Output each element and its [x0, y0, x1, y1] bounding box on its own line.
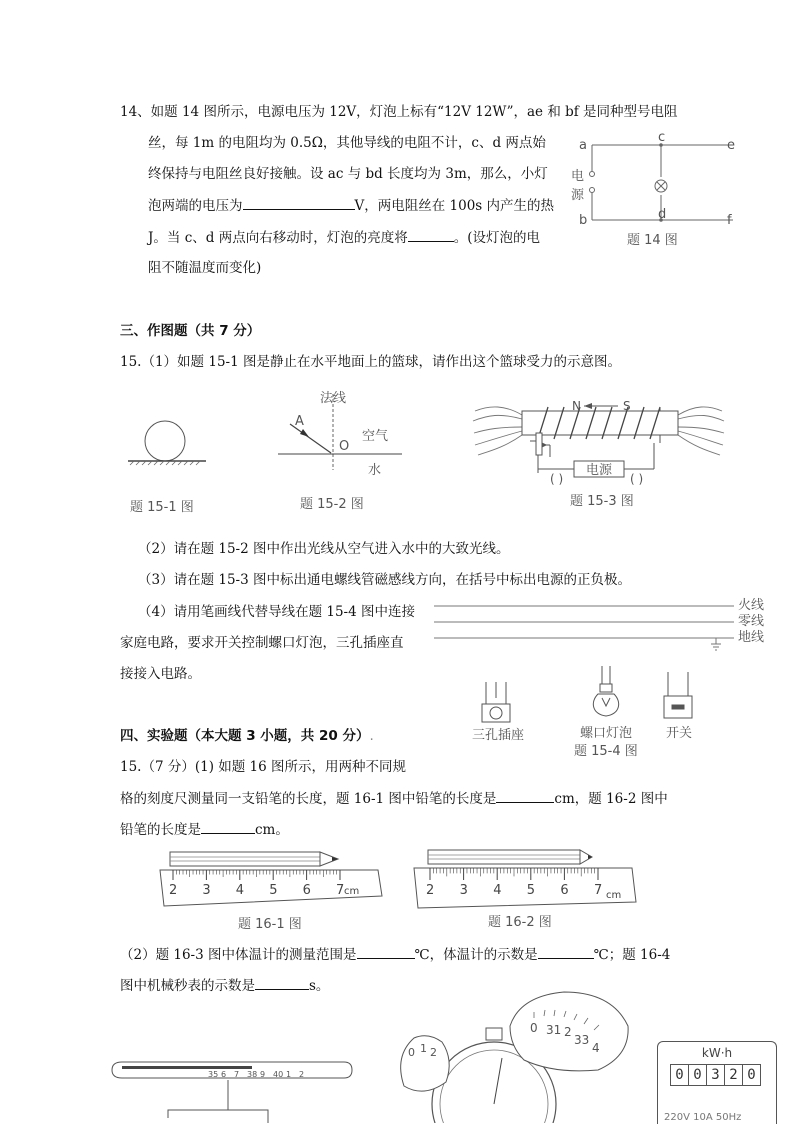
fig15-2-water-label: 水	[368, 463, 382, 478]
fig15-3-paren-left[interactable]: ( )	[550, 472, 564, 486]
q16-line1: 15.（7 分）(1) 如题 16 图所示，用两种不同规	[120, 759, 407, 775]
ruler2-unit: cm	[606, 890, 622, 901]
ruler2-label: 4	[493, 883, 502, 898]
q14-line5	[148, 227, 540, 248]
bulb-icon	[593, 666, 618, 716]
q14-line2: 丝，每 1m 的电阻均为 0.5Ω，其他导线的电阻不计，c、d 两点始	[148, 135, 546, 151]
q14-blank-brightness[interactable]	[408, 227, 454, 242]
section4-title-text: 四、实验题（本大题 3 小题，共 20 分）	[120, 728, 370, 744]
section4-title-dot: .	[369, 728, 374, 744]
thermometer-label: 1	[286, 1070, 292, 1079]
q16-blank-length2[interactable]	[201, 819, 255, 834]
fig15-4-caption: 题 15-4 图	[574, 744, 638, 759]
watch-big-0: 0	[530, 1021, 538, 1035]
figure-16-4-stopwatch	[384, 986, 634, 1123]
figure-15-1	[118, 410, 218, 514]
q16-blank-temp[interactable]	[538, 944, 594, 959]
q14-line3: 终保持与电阻丝良好接触。设 ac 与 bd 长度均为 3m，那么，小灯	[148, 166, 548, 182]
fig15-4-live-label: 火线	[738, 598, 765, 613]
fig15-4-socket-label: 三孔插座	[472, 728, 525, 743]
meter-spec: 220V 10A 50Hz	[664, 1112, 742, 1123]
meter-digit: 0	[747, 1067, 756, 1083]
ruler1-label: 7	[336, 883, 345, 898]
ruler2-label: 5	[526, 883, 536, 898]
q16-line4-text-a: （2）题 16-3 图中体温计的测量范围是	[120, 947, 357, 963]
figure-15-4	[432, 594, 777, 760]
ruler1-label: 6	[302, 883, 311, 898]
figure-16-1-ruler	[156, 848, 388, 934]
ruler2-caption: 题 16-2 图	[488, 915, 552, 930]
fig15-1-caption: 题 15-1 图	[130, 500, 194, 514]
figure-16-3-thermometer	[108, 1050, 358, 1123]
fig14-label-src2: 源	[571, 188, 585, 203]
section4-title	[120, 726, 374, 746]
q16-line4	[120, 944, 670, 965]
q16-line3-text-a: 铅笔的长度是	[120, 822, 201, 838]
figure-14-circuit	[565, 132, 745, 250]
fig15-4-neutral-label: 零线	[738, 614, 765, 629]
fig14-label-a: a	[579, 138, 587, 153]
q16-blank-watch[interactable]	[255, 975, 309, 990]
q14-line6: 阻不随温度而变化)	[148, 260, 262, 276]
q16-line5-text-a: 图中机械秒表的示数是	[120, 978, 255, 994]
fig15-3-arrow-icon	[584, 403, 592, 409]
watch-small-1: 1	[420, 1042, 427, 1055]
fig15-2-air-label: 空气	[362, 429, 389, 444]
fig15-3-caption: 题 15-3 图	[570, 494, 634, 509]
watch-big-4: 4	[592, 1041, 600, 1055]
ruler2-label: 6	[560, 883, 569, 898]
q14-line4-text-a: 泡两端的电压为	[148, 198, 243, 214]
ruler2-label: 7	[594, 883, 603, 898]
figure-15-3	[470, 397, 725, 515]
thermometer-label: 35	[208, 1070, 219, 1079]
q15-part1: 15.（1）如题 15-1 图是静止在水平地面上的篮球，请作出这个篮球受力的示意图。	[120, 354, 621, 370]
q16-blank-length1[interactable]	[496, 788, 554, 803]
fig14-label-e: e	[727, 138, 735, 153]
ruler2-label: 3	[459, 883, 468, 898]
ruler2-label: 2	[426, 883, 435, 898]
meter-digit: 0	[689, 1065, 707, 1085]
watch-big-3: 33	[574, 1033, 590, 1047]
fig15-4-switch-label: 开关	[666, 726, 693, 741]
fig15-3-source-label: 电源	[586, 463, 613, 478]
q15-part4-line1: （4）请用笔画线代替导线在题 15-4 图中连接	[138, 604, 415, 620]
q16-line5-text-b: s。	[309, 978, 330, 994]
thermometer-label: 7	[234, 1070, 240, 1079]
figure-electricity-meter	[657, 1041, 777, 1124]
thermometer-label: 6	[221, 1070, 227, 1079]
q16-line4-text-c: ℃；题 16-4	[593, 947, 671, 963]
q16-line3-text-b: cm。	[255, 822, 289, 838]
fig15-3-label-N: N	[572, 399, 581, 413]
fig14-label-src1: 电	[571, 169, 585, 184]
meter-digit: 0	[671, 1065, 689, 1085]
q15-part2: （2）请在题 15-2 图中作出光线从空气进入水中的大致光线。	[138, 541, 510, 557]
watch-big-2: 2	[564, 1025, 572, 1039]
fig14-label-d: d	[658, 207, 667, 222]
fig14-label-f: f	[727, 213, 732, 228]
fig15-2-label-A: A	[295, 414, 304, 429]
meter-digit: 3	[707, 1065, 725, 1085]
thermometer-label: 2	[299, 1070, 305, 1079]
thermometer-label: 9	[260, 1070, 266, 1079]
fig15-4-ground-label: 地线	[738, 630, 765, 645]
fig14-label-b: b	[579, 213, 588, 228]
ruler1-label: 3	[202, 883, 211, 898]
section3-title: 三、作图题（共 7 分）	[120, 323, 261, 339]
meter-digit: 2	[725, 1065, 743, 1085]
watch-small-0: 0	[408, 1046, 415, 1059]
fig15-2-normal-label: 法线	[320, 391, 347, 406]
socket-icon	[482, 682, 510, 722]
q15-part4-line2: 家庭电路，要求开关控制螺口灯泡，三孔插座直	[120, 635, 404, 651]
q16-line4-text-b: ℃，体温计的示数是	[414, 947, 538, 963]
fig15-4-bulb-label: 螺口灯泡	[580, 726, 633, 741]
ruler1-label: 5	[269, 883, 278, 898]
q15-part3: （3）请在题 15-3 图中标出通电螺线管磁感线方向，在括号中标出电源的正负极。	[138, 572, 631, 588]
q16-line2-text-b: cm，题 16-2 图中	[554, 791, 668, 807]
fig15-2-label-O: O	[339, 439, 350, 454]
ruler1-caption: 题 16-1 图	[238, 917, 302, 932]
q14-line1: 14、如题 14 图所示，电源电压为 12V，灯泡上标有“12V 12W”，ae 和 bf 是同种型号电阻	[120, 104, 678, 120]
q14-line4	[148, 195, 554, 216]
q16-line5	[120, 975, 329, 996]
watch-small-2: 2	[430, 1046, 437, 1059]
ruler1-label: 2	[169, 883, 178, 898]
q14-line4-text-b: V，两电阻丝在 100s 内产生的热	[354, 198, 555, 214]
q16-line2	[120, 788, 668, 809]
thermometer-label: 40	[273, 1070, 284, 1079]
fig15-2-caption: 题 15-2 图	[300, 497, 364, 512]
q16-blank-range[interactable]	[357, 944, 415, 959]
meter-digits	[670, 1064, 761, 1086]
q15-part4-line3: 接接入电路。	[120, 666, 201, 682]
meter-unit: kW·h	[701, 1046, 733, 1060]
figure-15-2	[276, 388, 416, 514]
q14-line5-text-a: J。当 c、d 两点向右移动时，灯泡的亮度将	[148, 230, 408, 246]
q16-line3	[120, 819, 289, 840]
watch-big-1: 31	[546, 1023, 562, 1037]
switch-icon	[664, 672, 692, 718]
q14-blank-voltage[interactable]	[243, 195, 355, 210]
q14-line5-text-b: 。(设灯泡的电	[453, 230, 540, 246]
fig15-3-label-S: S	[623, 399, 631, 413]
fig15-3-paren-right[interactable]: ( )	[630, 472, 644, 486]
fig14-caption: 题 14 图	[627, 233, 678, 248]
ruler1-label: 4	[235, 883, 245, 898]
figure-16-2-ruler	[410, 846, 642, 932]
thermometer-label: 38	[247, 1070, 258, 1079]
ruler1-unit: cm	[344, 886, 360, 897]
q16-line2-text-a: 格的刻度尺测量同一支铅笔的长度，题 16-1 图中铅笔的长度是	[120, 791, 497, 807]
fig14-label-c: c	[658, 132, 666, 145]
